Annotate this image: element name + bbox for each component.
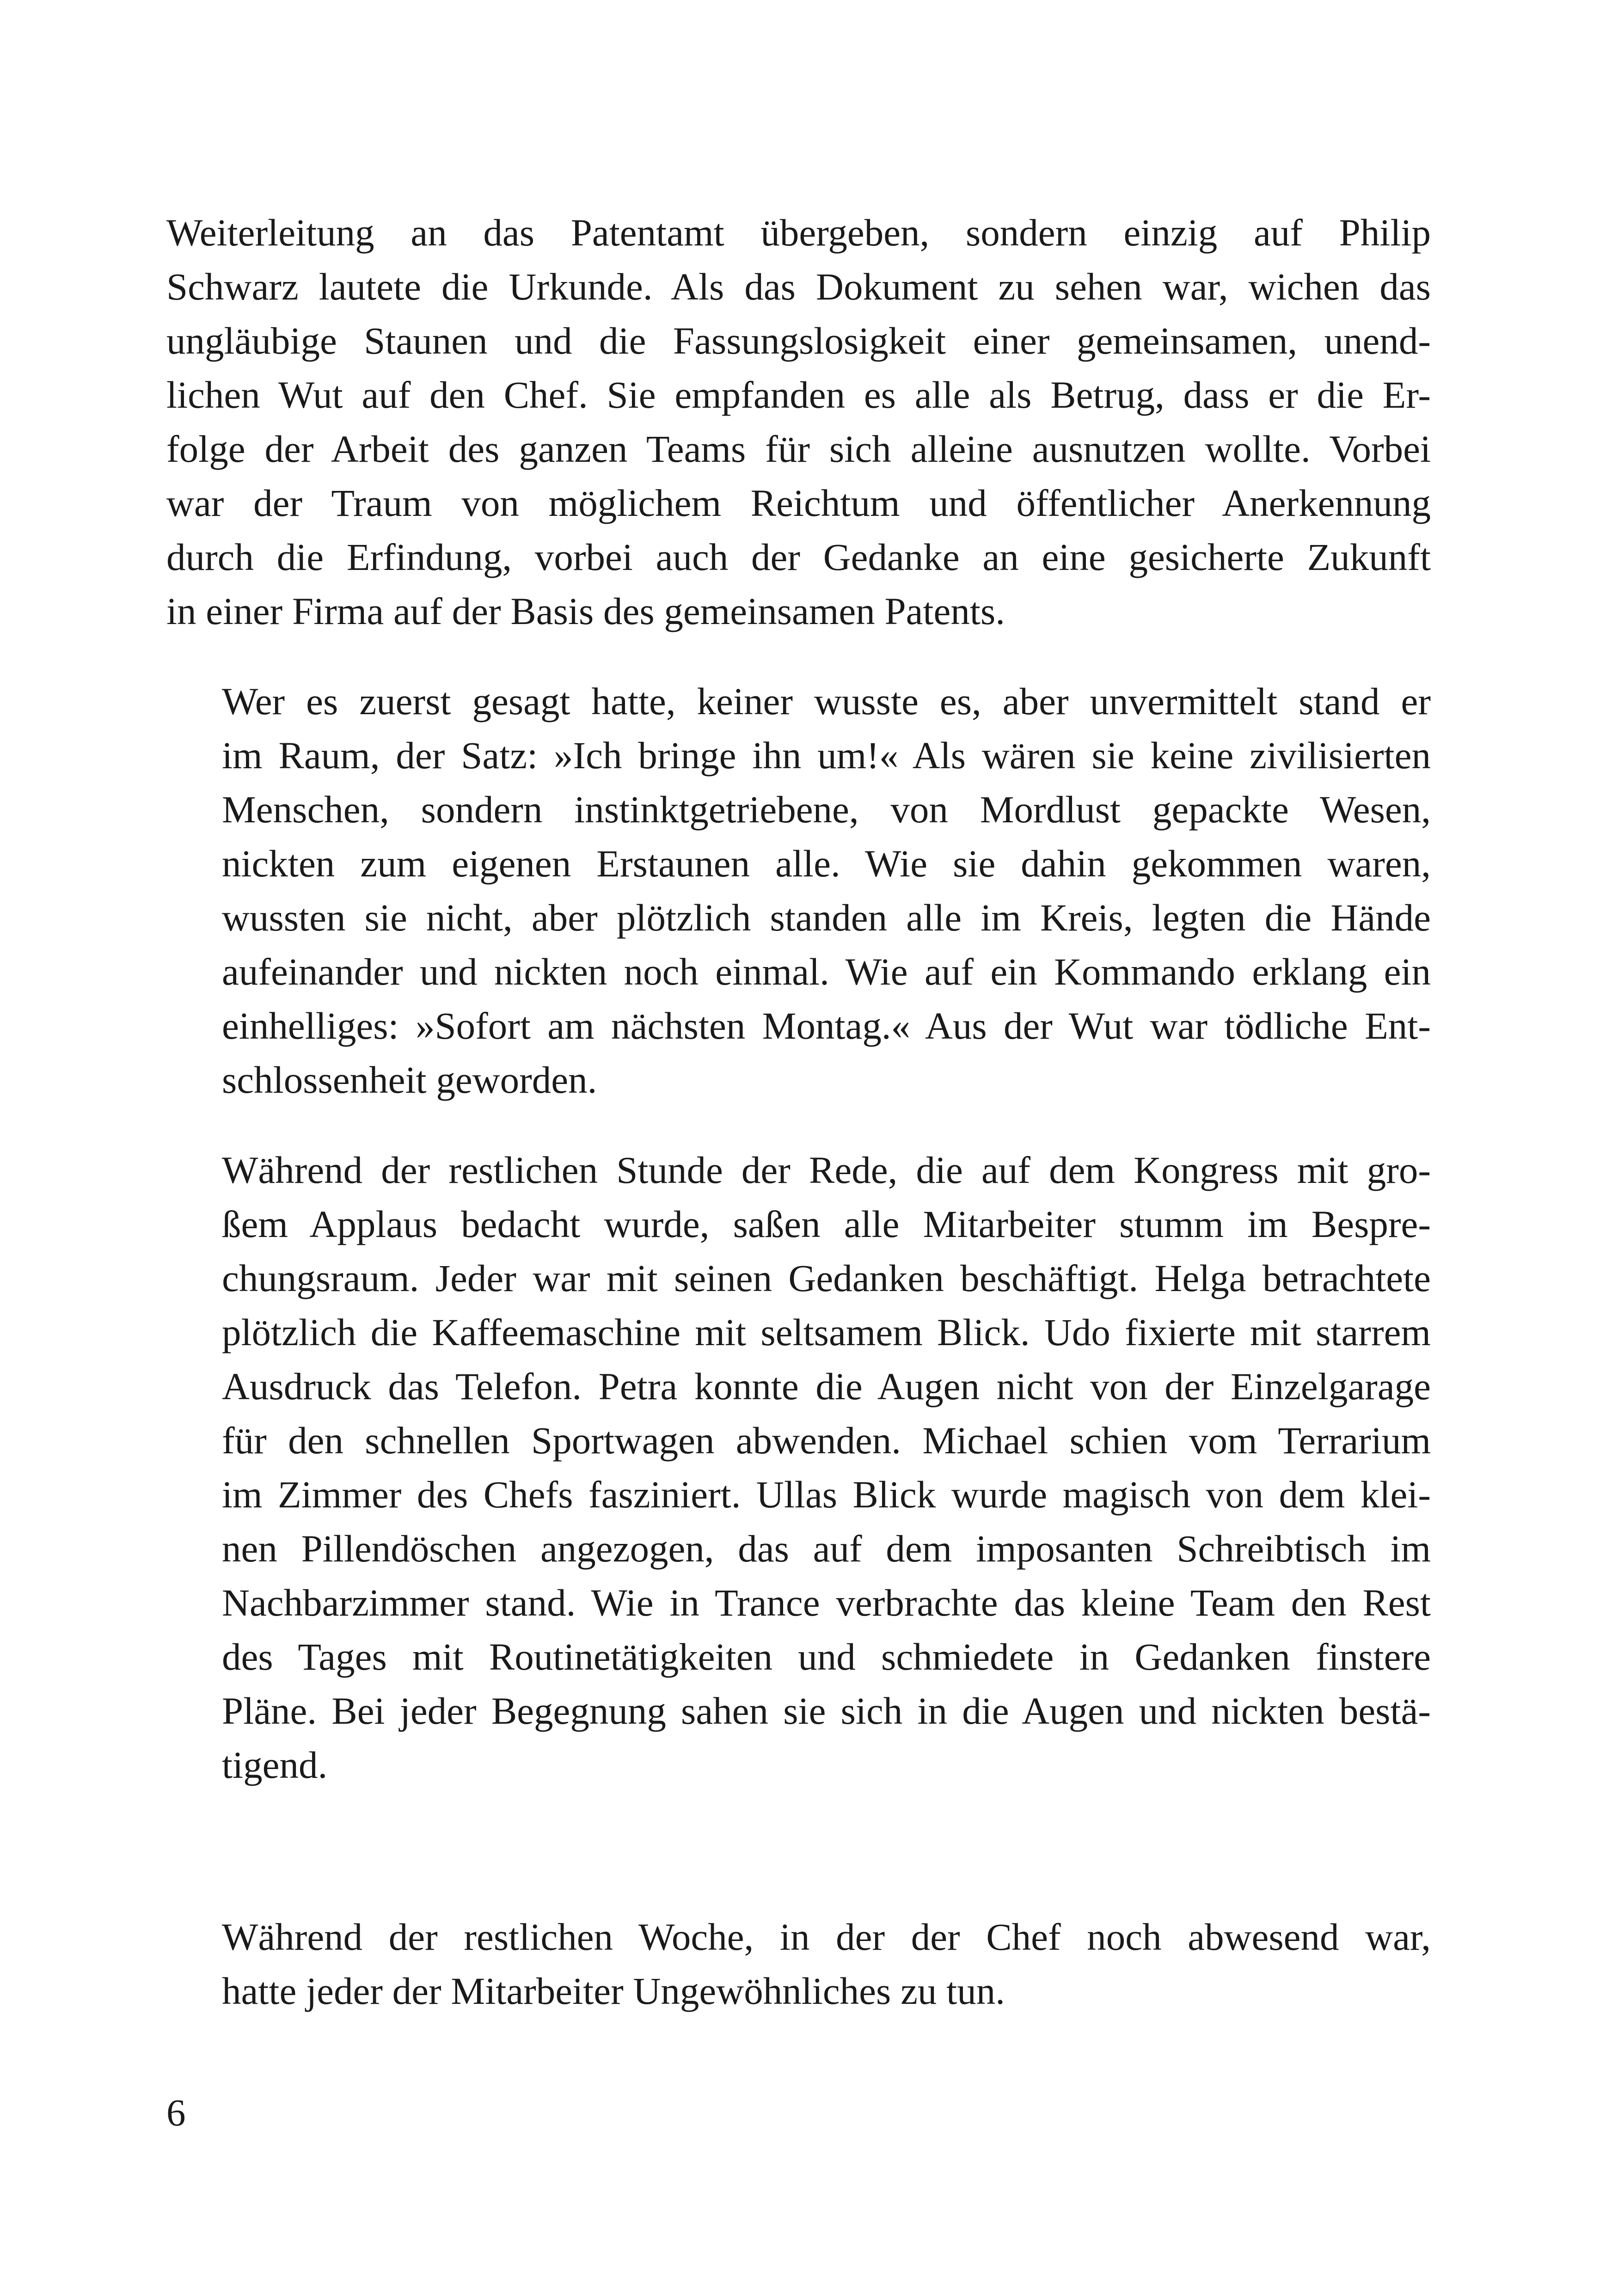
text-line: nickten zum eigenen Erstaunen alle. Wie sie dahin gekommen waren, xyxy=(222,842,1431,885)
text-line: im Zimmer des Chefs fasziniert. Ullas Blick wurde magisch von dem klei- xyxy=(222,1473,1431,1516)
text-line: Ausdruck das Telefon. Petra konnte die Augen nicht von der Einzelgarage xyxy=(222,1365,1431,1408)
text-line: Pläne. Bei jeder Begegnung sahen sie sich in die Augen und nickten bestä- xyxy=(222,1690,1431,1732)
text-line: im Raum, der Satz: »Ich bringe ihn um!« Als wären sie keine zivilisierten xyxy=(222,734,1431,777)
text-line: durch die Erfindung, vorbei auch der Gedanke an eine gesicherte Zukunft xyxy=(166,536,1431,578)
text-line: für den schnellen Sportwagen abwenden. Michael schien vom Terrarium xyxy=(222,1419,1431,1462)
paragraph-2 xyxy=(166,674,1431,1107)
text-line: lichen Wut auf den Chef. Sie empfanden es alle als Betrug, dass er die Er- xyxy=(166,373,1431,416)
text-line: ungläubige Staunen und die Fassungslosigkeit einer gemeinsamen, unend- xyxy=(166,319,1431,362)
text-line: chungsraum. Jeder war mit seinen Gedanken beschäftigt. Helga betrachtete xyxy=(222,1257,1431,1299)
text-line: in einer Firma auf der Basis des gemeinsamen Patents. xyxy=(166,590,1005,632)
text-line: war der Traum von möglichem Reichtum und öffentlicher Anerkennung xyxy=(166,482,1431,524)
text-line: wussten sie nicht, aber plötzlich standen alle im Kreis, legten die Hände xyxy=(222,896,1431,939)
text-line: ßem Applaus bedacht wurde, saßen alle Mitarbeiter stumm im Bespre- xyxy=(222,1203,1431,1245)
paragraph-1 xyxy=(166,206,1431,638)
text-line: Schwarz lautete die Urkunde. Als das Dokument zu sehen war, wichen das xyxy=(166,265,1431,308)
text-line: tigend. xyxy=(222,1744,328,1786)
text-line: des Tages mit Routinetätigkeiten und schmiedete in Gedanken finstere xyxy=(222,1635,1431,1678)
text-line: einhelliges: »Sofort am nächsten Montag.« Aus der Wut war tödliche Ent- xyxy=(222,1004,1431,1047)
paragraph-4 xyxy=(166,1910,1431,2018)
text-line: schlossenheit geworden. xyxy=(222,1059,597,1101)
text-line: folge der Arbeit des ganzen Teams für sich alleine ausnutzen wollte. Vorbei xyxy=(166,428,1431,470)
page-number: 6 xyxy=(166,2091,186,2134)
text-line: plötzlich die Kaffeemaschine mit seltsamem Blick. Udo fixierte mit starrem xyxy=(222,1311,1431,1353)
text-line: Während der restlichen Stunde der Rede, die auf dem Kongress mit gro- xyxy=(222,1149,1431,1191)
text-line: nen Pillendöschen angezogen, das auf dem imposanten Schreibtisch im xyxy=(222,1527,1431,1570)
text-line: hatte jeder der Mitarbeiter Ungewöhnliches zu tun. xyxy=(222,1970,1005,2012)
body-text xyxy=(166,206,1431,2018)
paragraph-3 xyxy=(166,1143,1431,1792)
text-line: Wer es zuerst gesagt hatte, keiner wusste es, aber unvermittelt stand er xyxy=(222,680,1431,722)
text-line: Nachbarzimmer stand. Wie in Trance verbrachte das kleine Team den Rest xyxy=(222,1581,1431,1624)
text-line: Menschen, sondern instinktgetriebene, von Mordlust gepackte Wesen, xyxy=(222,788,1431,831)
text-line: aufeinander und nickten noch einmal. Wie auf ein Kommando erklang ein xyxy=(222,950,1431,993)
text-line: Weiterleitung an das Patentamt übergeben, sondern einzig auf Philip xyxy=(166,211,1431,254)
text-line: Während der restlichen Woche, in der der Chef noch abwesend war, xyxy=(222,1916,1431,1958)
